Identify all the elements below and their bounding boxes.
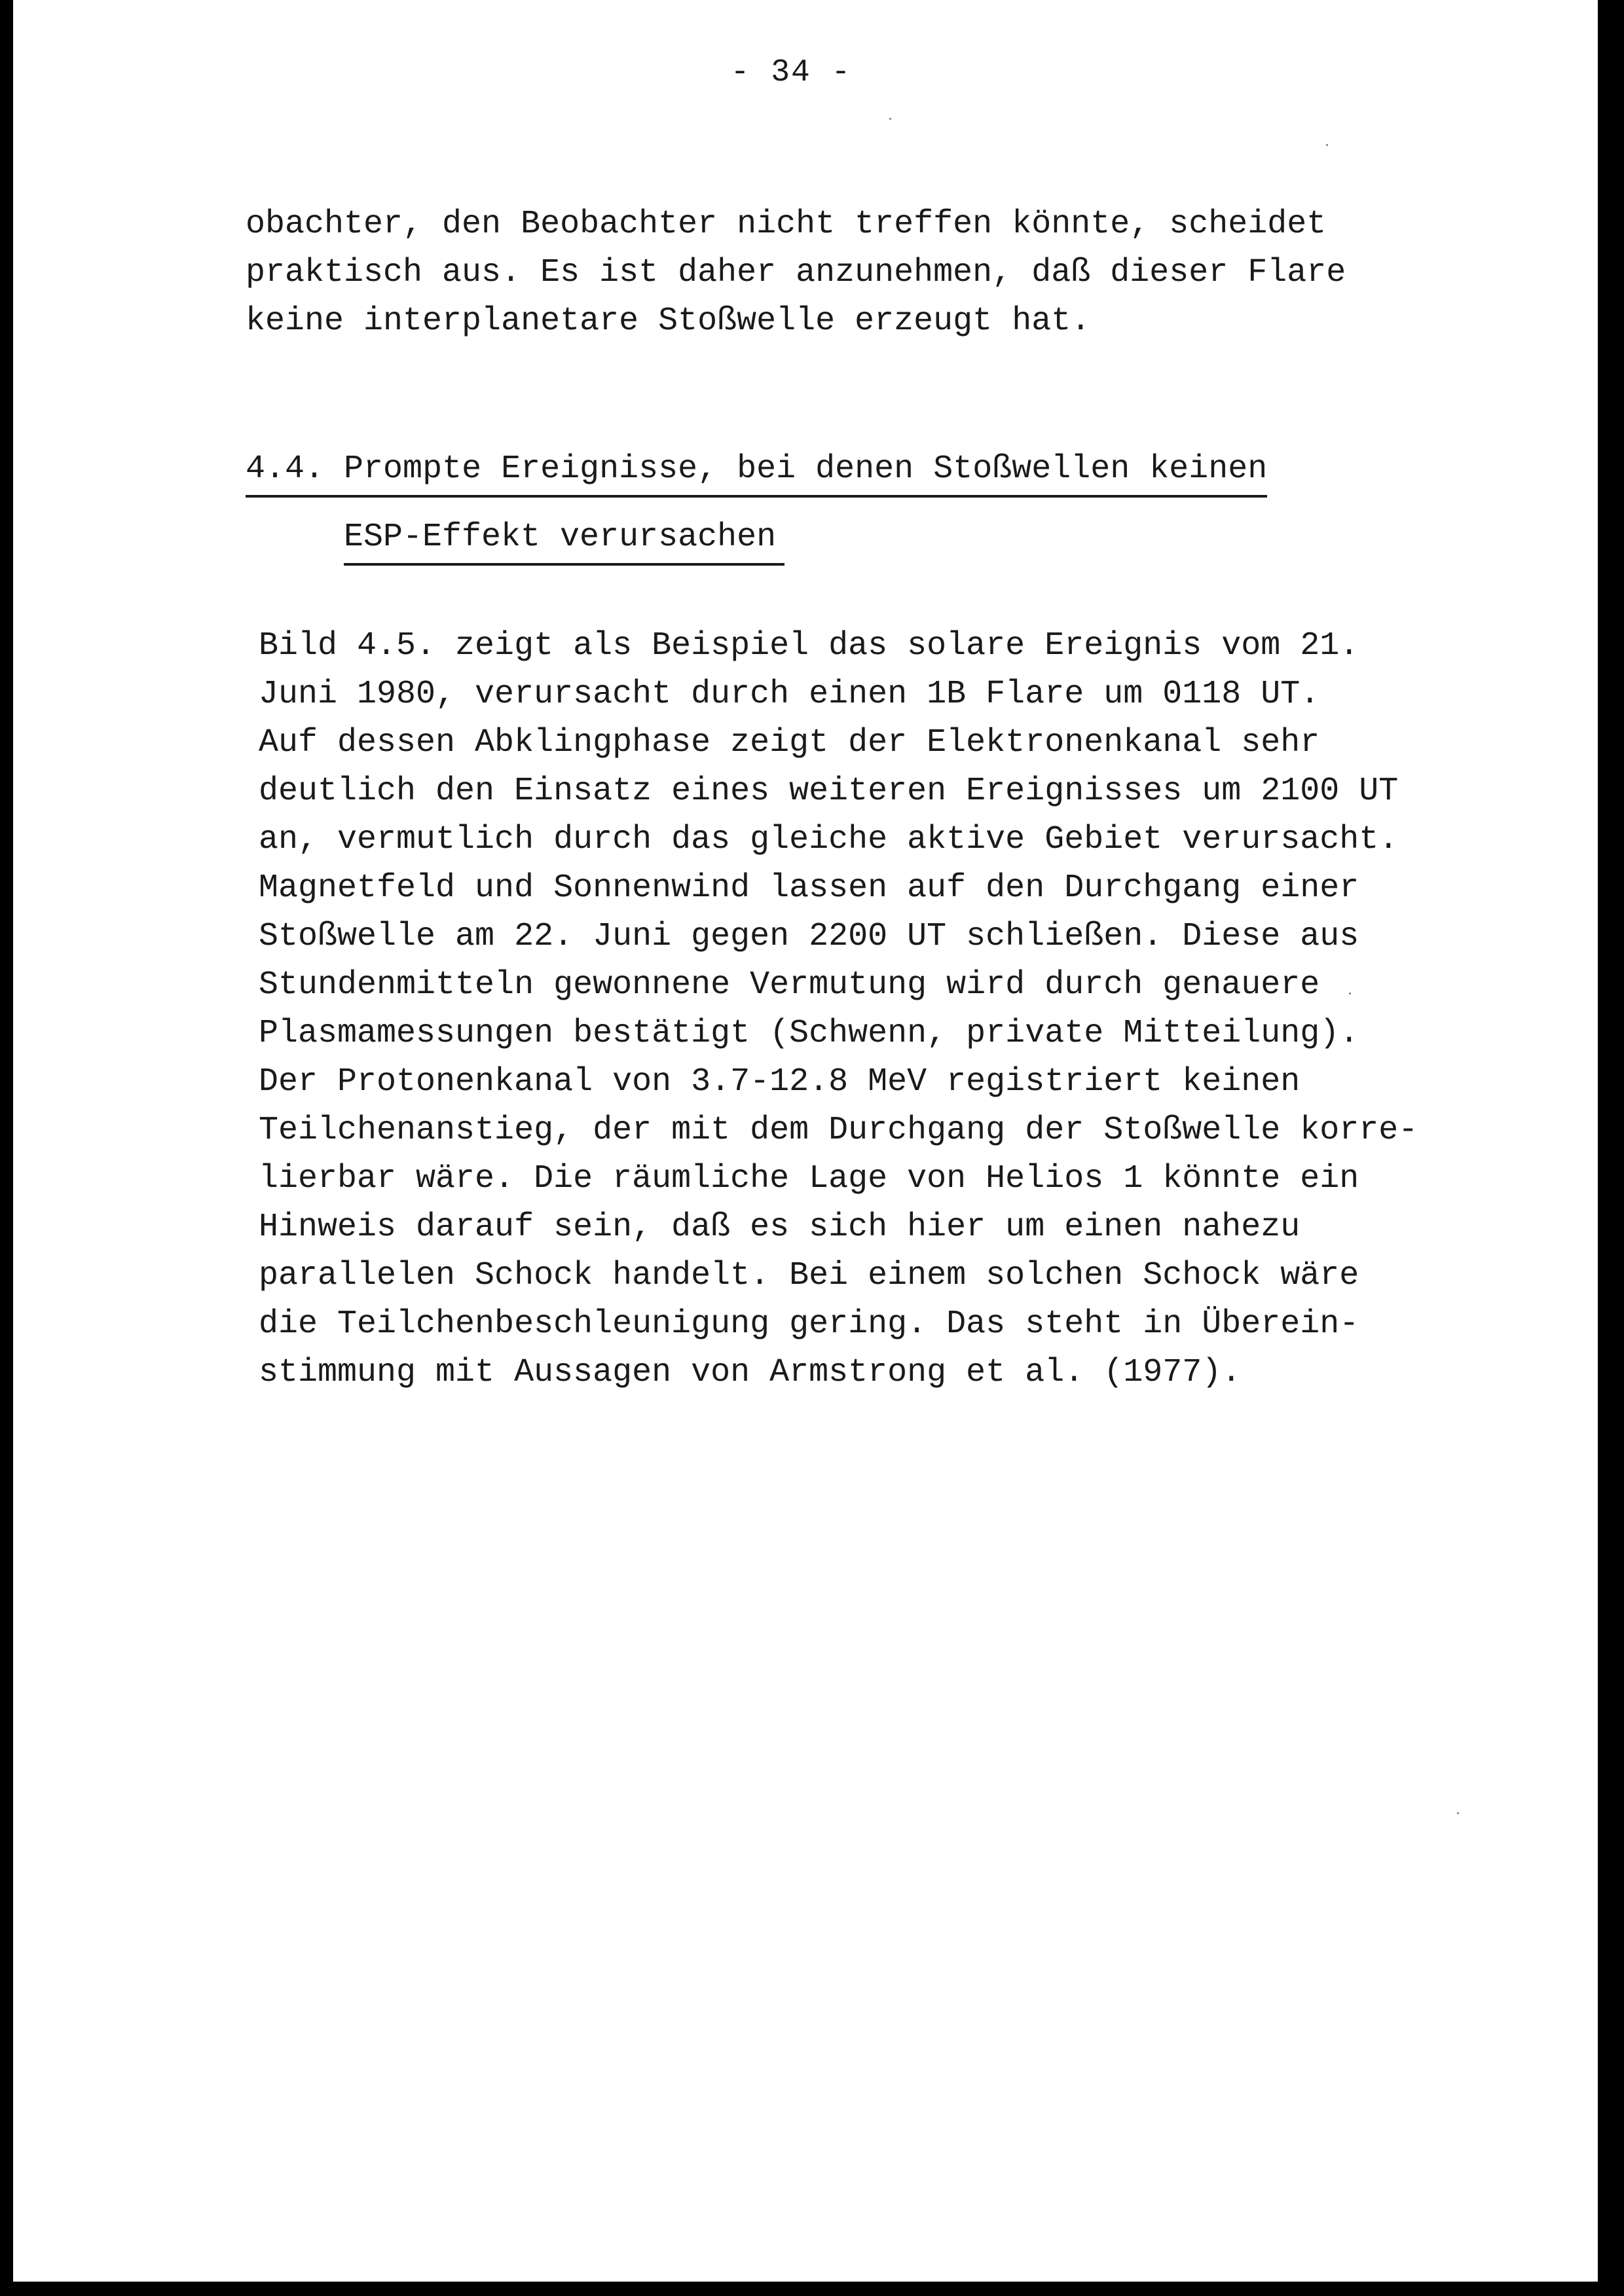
text-line: parallelen Schock handelt. Bei einem solchen Schock wäre	[259, 1257, 1359, 1294]
scan-speck	[889, 118, 891, 120]
text-line: obachter, den Beobachter nicht treffen könnte, scheidet	[246, 206, 1327, 243]
text-line: lierbar wäre. Die räumliche Lage von Helios 1 könnte ein	[259, 1160, 1359, 1197]
text-line: deutlich den Einsatz eines weiteren Ereignisses um 2100 UT	[259, 773, 1399, 810]
text-line: Stoßwelle am 22. Juni gegen 2200 UT schließen. Diese aus	[259, 918, 1359, 955]
text-line: Magnetfeld und Sonnenwind lassen auf den Durchgang einer	[259, 869, 1359, 907]
section-title-line1: Prompte Ereignisse, bei denen Stoßwellen keinen	[344, 450, 1268, 488]
text-line: Hinweis darauf sein, daß es sich hier um einen nahezu	[259, 1209, 1301, 1246]
document-page	[13, 0, 1598, 2282]
section-heading-continued	[344, 513, 784, 566]
text-line: Juni 1980, verursacht durch einen 1B Flare um 0118 UT.	[259, 676, 1320, 713]
page-number: - 34 -	[730, 55, 852, 90]
intro-paragraph	[246, 200, 1346, 346]
text-line: praktisch aus. Es ist daher anzunehmen, daß dieser Flare	[246, 254, 1346, 291]
text-line: Stundenmitteln gewonnene Vermutung wird durch genauere	[259, 966, 1320, 1004]
body-paragraph	[259, 622, 1418, 1397]
text-line: Auf dessen Abklingphase zeigt der Elektronenkanal sehr	[259, 724, 1320, 761]
section-number: 4.4.	[246, 450, 325, 488]
text-line: stimmung mit Aussagen von Armstrong et al. (1977).	[259, 1354, 1242, 1391]
text-line: Teilchenanstieg, der mit dem Durchgang der Stoßwelle korre-	[259, 1112, 1418, 1149]
text-line: keine interplanetare Stoßwelle erzeugt hat.	[246, 302, 1091, 340]
scan-speck	[1349, 993, 1351, 994]
section-title-line2: ESP-Effekt verursachen	[344, 519, 777, 556]
text-line: an, vermutlich durch das gleiche aktive Gebiet verursacht.	[259, 821, 1399, 858]
text-line: Der Protonenkanal von 3.7-12.8 MeV registriert keinen	[259, 1063, 1301, 1101]
section-heading	[246, 445, 1267, 498]
scan-speck	[1457, 1812, 1459, 1814]
scan-speck	[1326, 144, 1328, 146]
text-line: die Teilchenbeschleunigung gering. Das steht in Überein-	[259, 1305, 1359, 1343]
text-line: Bild 4.5. zeigt als Beispiel das solare Ereignis vom 21.	[259, 627, 1359, 665]
text-line: Plasmamessungen bestätigt (Schwenn, private Mitteilung).	[259, 1015, 1359, 1052]
